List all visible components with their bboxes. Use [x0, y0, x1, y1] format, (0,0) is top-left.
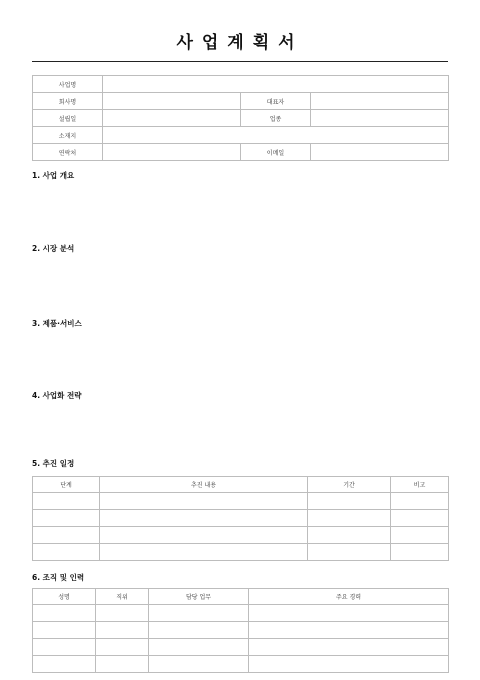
table-row [33, 656, 449, 673]
section-heading-strategy: 4. 사업화 전략 [32, 391, 82, 400]
organization-cell[interactable] [249, 656, 449, 673]
table-row [33, 527, 449, 544]
section-heading-schedule: 5. 추진 일정 [32, 459, 75, 468]
organization-cell[interactable] [96, 639, 149, 656]
document-title: 사업계획서 [176, 33, 304, 53]
schedule-cell[interactable] [100, 544, 308, 561]
company-info-table [32, 75, 449, 161]
organization-header-cell: 성명 [33, 589, 96, 605]
schedule-cell[interactable] [33, 544, 100, 561]
section-heading-overview: 1. 사업 개요 [32, 171, 75, 180]
organization-header-cell: 담당 업무 [149, 589, 249, 605]
label-address: 소재지 [33, 127, 103, 144]
field-ceo[interactable] [311, 93, 449, 110]
organization-cell[interactable] [149, 639, 249, 656]
schedule-header-cell: 추진 내용 [100, 477, 308, 493]
label-business-name: 사업명 [33, 76, 103, 93]
schedule-header-cell: 비고 [391, 477, 449, 493]
organization-cell[interactable] [96, 605, 149, 622]
table-row [33, 493, 449, 510]
schedule-cell[interactable] [33, 510, 100, 527]
organization-cell[interactable] [149, 656, 249, 673]
field-company-name[interactable] [103, 93, 241, 110]
schedule-cell[interactable] [391, 493, 449, 510]
schedule-cell[interactable] [33, 493, 100, 510]
table-row [33, 544, 449, 561]
organization-cell[interactable] [149, 605, 249, 622]
schedule-cell[interactable] [33, 527, 100, 544]
field-address[interactable] [103, 127, 449, 144]
organization-header-cell: 직위 [96, 589, 149, 605]
label-email: 이메일 [241, 144, 311, 161]
table-row [33, 639, 449, 656]
label-founded: 설립일 [33, 110, 103, 127]
table-row [33, 622, 449, 639]
schedule-cell[interactable] [308, 544, 391, 561]
schedule-cell[interactable] [391, 544, 449, 561]
organization-cell[interactable] [249, 639, 449, 656]
section-heading-organization: 6. 조직 및 인력 [32, 573, 85, 582]
field-email[interactable] [311, 144, 449, 161]
organization-cell[interactable] [96, 656, 149, 673]
field-business-name[interactable] [103, 76, 449, 93]
schedule-table [32, 476, 449, 561]
label-contact: 연락처 [33, 144, 103, 161]
table-row [33, 605, 449, 622]
schedule-cell[interactable] [100, 510, 308, 527]
organization-table [32, 588, 449, 673]
label-industry: 업종 [241, 110, 311, 127]
organization-cell[interactable] [249, 622, 449, 639]
schedule-cell[interactable] [100, 527, 308, 544]
table-row [33, 510, 449, 527]
organization-cell[interactable] [33, 639, 96, 656]
organization-cell[interactable] [96, 622, 149, 639]
organization-cell[interactable] [149, 622, 249, 639]
section-heading-product: 3. 제품·서비스 [32, 319, 82, 328]
section-heading-market: 2. 시장 분석 [32, 244, 75, 253]
schedule-header-cell: 기간 [308, 477, 391, 493]
field-industry[interactable] [311, 110, 449, 127]
field-founded[interactable] [103, 110, 241, 127]
title-divider [32, 61, 448, 62]
schedule-cell[interactable] [308, 510, 391, 527]
organization-header-cell: 주요 경력 [249, 589, 449, 605]
organization-cell[interactable] [33, 656, 96, 673]
organization-cell[interactable] [249, 605, 449, 622]
label-company-name: 회사명 [33, 93, 103, 110]
schedule-header-cell: 단계 [33, 477, 100, 493]
schedule-cell[interactable] [308, 527, 391, 544]
schedule-cell[interactable] [391, 510, 449, 527]
organization-cell[interactable] [33, 622, 96, 639]
schedule-cell[interactable] [308, 493, 391, 510]
schedule-cell[interactable] [391, 527, 449, 544]
organization-cell[interactable] [33, 605, 96, 622]
label-ceo: 대표자 [241, 93, 311, 110]
field-contact[interactable] [103, 144, 241, 161]
schedule-cell[interactable] [100, 493, 308, 510]
